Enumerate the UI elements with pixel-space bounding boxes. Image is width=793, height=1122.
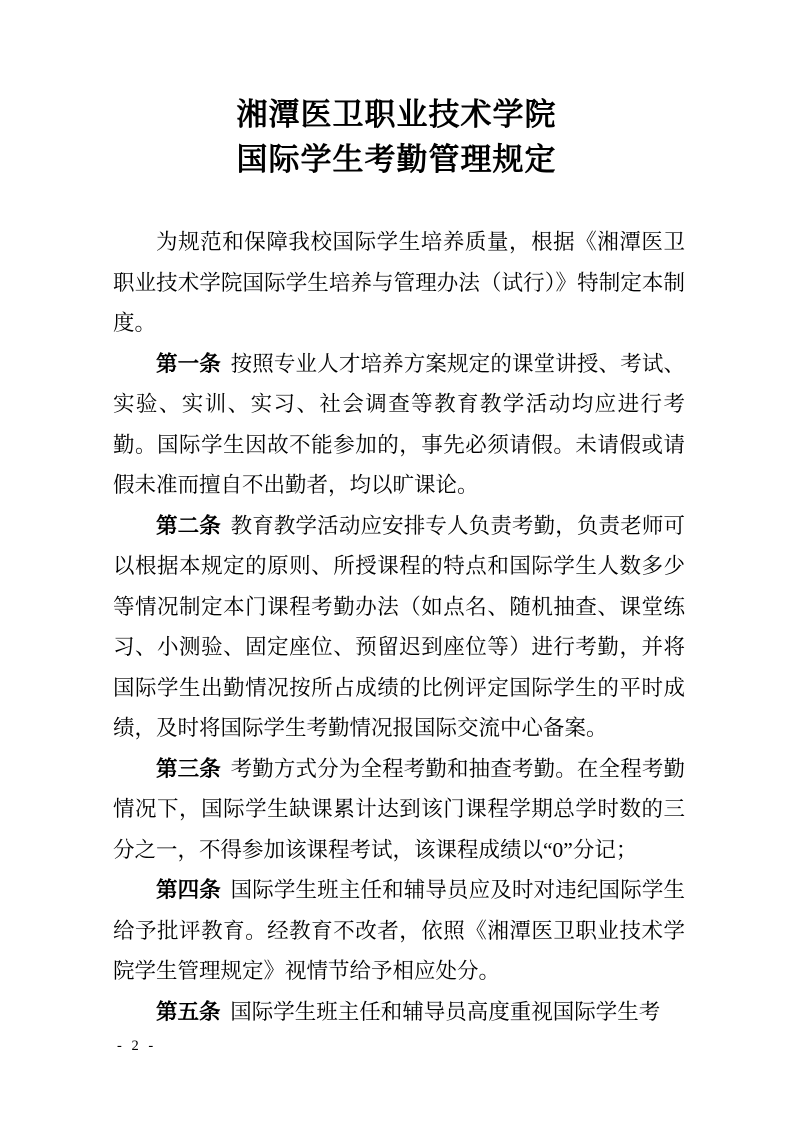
document-title — [0, 92, 793, 182]
paragraph-clause-3 — [113, 749, 685, 871]
clause-marker: 第一条 — [156, 351, 221, 376]
paragraph-clause-4 — [113, 870, 685, 992]
clause-marker: 第五条 — [156, 999, 221, 1024]
clause-marker: 第三条 — [156, 756, 221, 781]
paragraph-text: 为规范和保障我校国际学生培养质量，根据《湘潭医卫职业技术学院国际学生培养与管理办法（试行）》特制定本制度。 — [113, 230, 685, 335]
paragraph-text: 教育教学活动应安排专人负责考勤，负责老师可以根据本规定的原则、所授课程的特点和国际学生人数多少等情况制定本门课程考勤办法（如点名、随机抽查、课堂练习、小测验、固定座位、预留迟到座位等）进行考勤，并将国际学生出勤情况按所占成绩的比例评定国际学生的平时成绩，及时将国际学生考勤情况报国际交流中心备案。 — [113, 513, 685, 740]
paragraph-text: 考勤方式分为全程考勤和抽查考勤。在全程考勤情况下，国际学生缺课累计达到该门课程学期总学时数的三分之一，不得参加该课程考试，该课程成绩以“0”分记； — [113, 756, 685, 862]
document-body — [113, 222, 685, 1032]
paragraph-clause-1 — [113, 344, 685, 506]
paragraph-text: 国际学生班主任和辅导员应及时对违纪国际学生给予批评教育。经教育不改者，依照《湘潭医卫职业技术学院学生管理规定》视情节给予相应处分。 — [113, 878, 685, 983]
clause-marker: 第四条 — [156, 878, 221, 902]
paragraph-intro — [113, 222, 685, 344]
title-line-2: 国际学生考勤管理规定 — [236, 142, 557, 177]
paragraph-text: 国际学生班主任和辅导员高度重视国际学生考 — [230, 999, 661, 1024]
page-number: - 2 - — [117, 1038, 157, 1054]
paragraph-clause-2 — [113, 506, 685, 749]
clause-marker: 第二条 — [156, 513, 221, 538]
title-line-1: 湘潭医卫职业技术学院 — [236, 97, 557, 132]
paragraph-text: 按照专业人才培养方案规定的课堂讲授、考试、实验、实训、实习、社会调查等教育教学活动均应进行考勤。国际学生因故不能参加的，事先必须请假。未请假或请假未准而擅自不出勤者，均以旷课论。 — [113, 351, 685, 497]
paragraph-clause-5 — [113, 992, 685, 1033]
